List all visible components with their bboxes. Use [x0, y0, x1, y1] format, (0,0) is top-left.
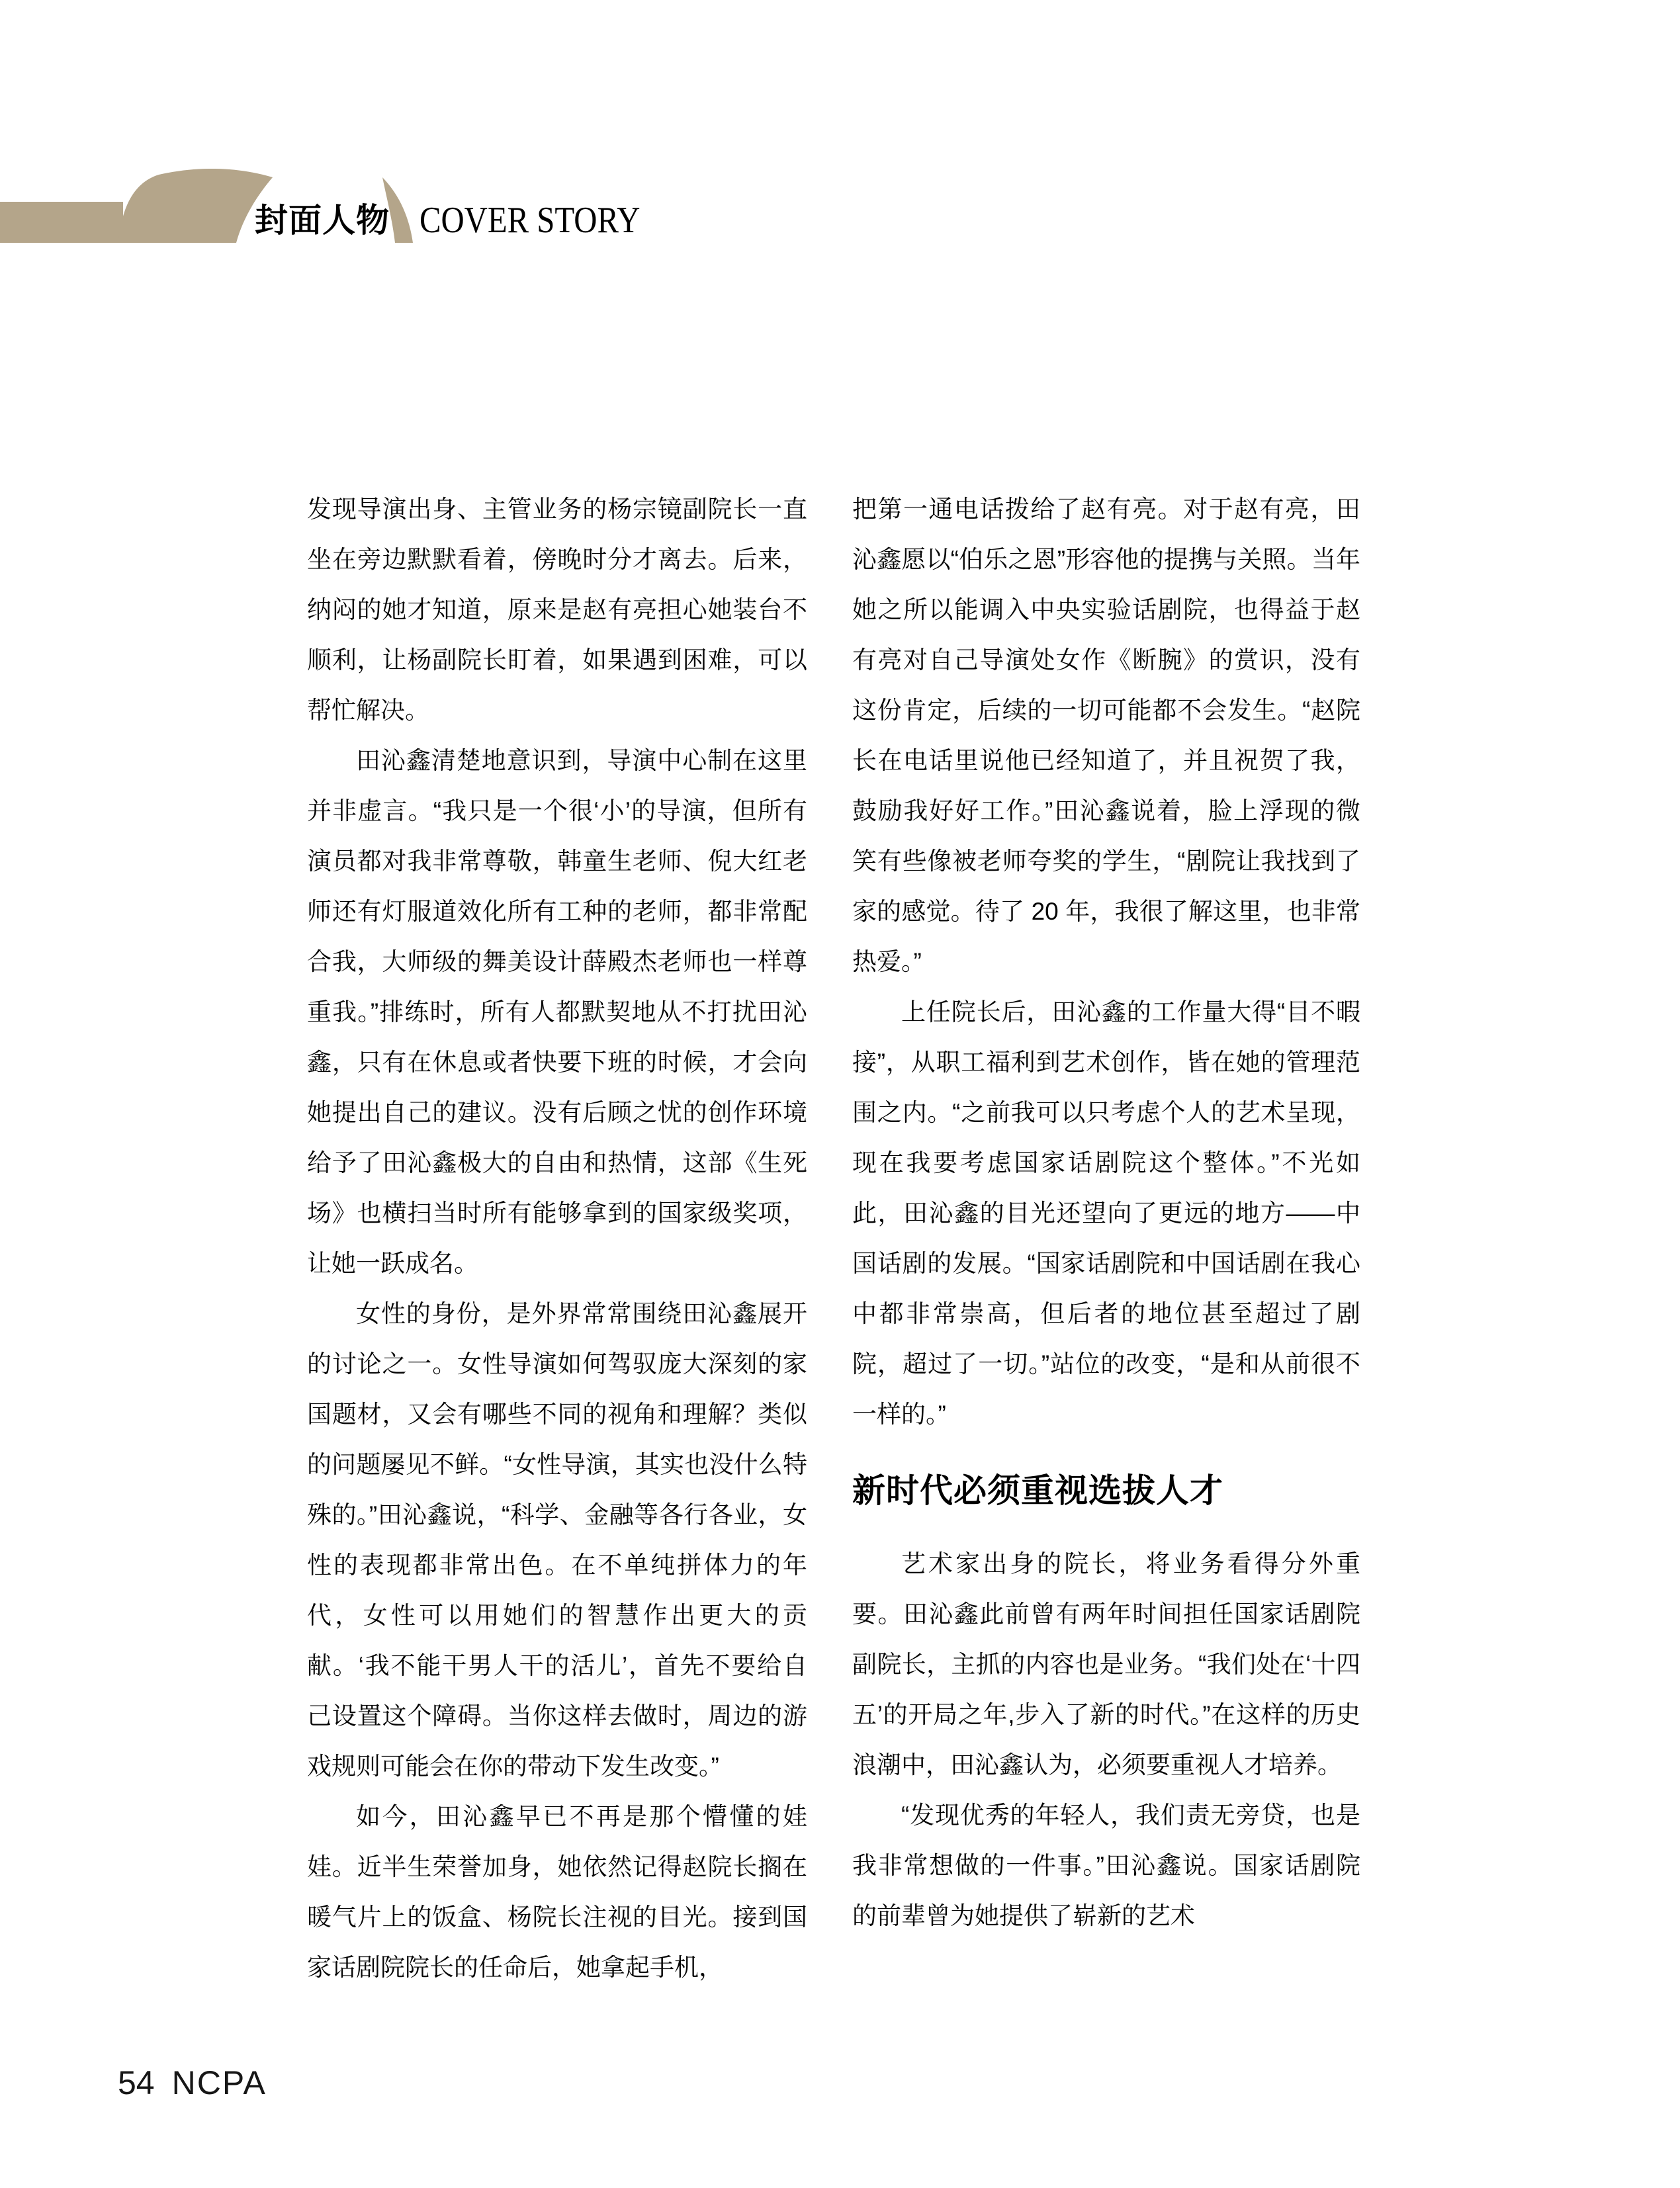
body-paragraph: 如今，田沁鑫早已不再是那个懵懂的娃娃。近半生荣誉加身，她依然记得赵院长搁在暖气片上的饭盒、杨院长注视的目光。接到国家话剧院院长的任命后，她拿起手机，: [307, 1803, 807, 1981]
body-paragraph: 上任院长后，田沁鑫的工作量大得“目不暇接”，从职工福利到艺术创作，皆在她的管理范围之内。“之前我可以只考虑个人的艺术呈现，现在我要考虑国家话剧院这个整体。”不光如此，田沁鑫的目光还望向了更远的地方——中国话剧的发展。“国家话剧院和中国话剧在我心中都非常崇高，但后者的地位甚至超过了剧院，超过了一切。”站位的改变，“是和从前很不一样的。”: [852, 998, 1360, 1428]
magazine-brand: NCPA: [171, 2064, 267, 2101]
section-subheading: 新时代必须重视选拔人才: [852, 1472, 1223, 1509]
right-column: [852, 484, 1360, 1941]
body-paragraph: 发现导演出身、主管业务的杨宗镜副院长一直坐在旁边默默看着，傍晚时分才离去。后来，纳闷的她才知道，原来是赵有亮担心她装台不顺利，让杨副院长盯着，如果遇到困难，可以帮忙解决。: [307, 496, 807, 724]
body-paragraph: 田沁鑫清楚地意识到，导演中心制在这里并非虚言。“我只是一个很‘小’的导演，但所有演员都对我非常尊敬，韩童生老师、倪大红老师还有灯服道效化所有工种的老师，都非常配合我，大师级的舞美设计薛殿杰老师也一样尊重我。”排练时，所有人都默契地从不打扰田沁鑫，只有在休息或者快要下班的时候，才会向她提出自己的建议。没有后顾之忧的创作环境给予了田沁鑫极大的自由和热情，这部《生死场》也横扫当时所有能够拿到的国家级奖项，让她一跃成名。: [307, 747, 807, 1277]
page-footer: [118, 2063, 267, 2103]
left-column: [307, 484, 807, 1993]
body-paragraph: “发现优秀的年轻人，我们责无旁贷，也是我非常想做的一件事。”田沁鑫说。国家话剧院的前辈曾为她提供了崭新的艺术: [852, 1802, 1360, 1929]
page-number: 54: [118, 2064, 155, 2101]
body-paragraph: 女性的身份，是外界常常围绕田沁鑫展开的讨论之一。女性导演如何驾驭庞大深刻的家国题材，又会有哪些不同的视角和理解？类似的问题屡见不鲜。“女性导演，其实也没什么特殊的。”田沁鑫说，“科学、金融等各行各业，女性的表现都非常出色。在不单纯拼体力的年代，女性可以用她们的智慧作出更大的贡献。‘我不能干男人干的活儿’，首先不要给自己设置这个障碍。当你这样去做时，周边的游戏规则可能会在你的带动下发生改变。”: [307, 1300, 807, 1780]
banner-leaf-shape: [118, 169, 273, 243]
body-paragraph: 艺术家出身的院长，将业务看得分外重要。田沁鑫此前曾有两年时间担任国家话剧院副院长，主抓的内容也是业务。“我们处在‘十四五’的开局之年,步入了新的时代。”在这样的历史浪潮中，田沁鑫认为，必须要重视人才培养。: [852, 1550, 1360, 1778]
section-title-en: COVER STORY: [420, 200, 641, 241]
body-paragraph: 把第一通电话拨给了赵有亮。对于赵有亮，田沁鑫愿以“伯乐之恩”形容他的提携与关照。当年她之所以能调入中央实验话剧院，也得益于赵有亮对自己导演处女作《断腕》的赏识，没有这份肯定，后续的一切可能都不会发生。“赵院长在电话里说他已经知道了，并且祝贺了我，鼓励我好好工作。”田沁鑫说着，脸上浮现的微笑有些像被老师夸奖的学生，“剧院让我找到了家的感觉。待了 20 年，我很了解这里，也非常热爱。”: [852, 496, 1360, 975]
section-title-zh: 封面人物: [255, 202, 390, 239]
banner-bar-shape: [0, 202, 123, 243]
